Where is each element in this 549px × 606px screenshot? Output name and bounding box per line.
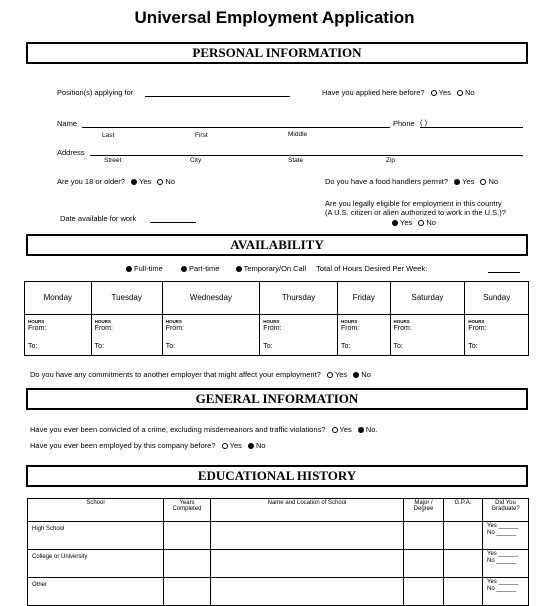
edu-gpa-input[interactable]	[444, 522, 483, 550]
convicted-no-radio[interactable]	[358, 427, 364, 433]
edu-row-other	[28, 578, 529, 606]
edu-row-label: College or University	[28, 550, 164, 578]
from-label: From:	[393, 325, 412, 332]
edu-gpa-input[interactable]	[444, 578, 483, 606]
section-header-education: EDUCATIONAL HISTORY	[26, 465, 528, 487]
education-table	[27, 498, 529, 606]
day-hours-cell[interactable]	[91, 315, 162, 356]
section-header-general: GENERAL INFORMATION	[26, 388, 528, 410]
day-hours-cell[interactable]	[390, 315, 465, 356]
position-label: Position(s) applying for	[57, 88, 134, 97]
address-label: Address	[57, 148, 85, 157]
day-hours-cell[interactable]	[465, 315, 529, 356]
edu-header-name-location: Name and Location of School	[211, 499, 404, 522]
employed-yes-radio[interactable]	[222, 443, 228, 449]
date-available-label: Date available for work	[60, 214, 137, 223]
hours-caption: HOURS	[165, 319, 182, 324]
section-header-personal: PERSONAL INFORMATION	[26, 42, 528, 64]
day-header-wednesday: Wednesday	[162, 282, 260, 315]
last-name-caption: Last	[102, 132, 115, 139]
convicted-question: Have you ever been convicted of a crime, excluding misdemeanors and traffic violations? Yes No.	[30, 425, 378, 434]
edu-name-input[interactable]	[211, 550, 404, 578]
applied-before-question: Have you applied here before? Yes No	[322, 88, 475, 97]
day-header-sunday: Sunday	[465, 282, 529, 315]
commitments-yes-radio[interactable]	[327, 372, 333, 378]
state-caption: State	[288, 157, 304, 164]
employed-before-question: Have you ever been employed by this company before? Yes No	[30, 441, 266, 450]
temporary-radio[interactable]	[236, 266, 242, 272]
day-header-friday: Friday	[337, 282, 390, 315]
edu-years-input[interactable]	[164, 578, 211, 606]
edu-major-input[interactable]	[404, 578, 444, 606]
employed-no-radio[interactable]	[248, 443, 254, 449]
to-label: To:	[94, 343, 105, 350]
to-label: To:	[28, 343, 38, 350]
applied-yes-radio[interactable]	[431, 90, 437, 96]
edu-row-high-school	[28, 522, 529, 550]
name-input[interactable]	[82, 127, 390, 128]
to-label: To:	[340, 343, 351, 350]
edu-header-gpa: G.P.A.	[444, 499, 483, 522]
employment-type-options: Full-time Part-time Temporary/On Call Total of Hours Desired Per Week:	[122, 264, 427, 273]
middle-name-caption: Middle	[288, 131, 308, 138]
phone-input[interactable]	[420, 127, 523, 128]
eligible-options: Yes No	[388, 218, 436, 227]
age-question: Are you 18 or older? Yes No	[57, 177, 175, 186]
commitments-question: Do you have any commitments to another employer that might affect your employment? Yes No	[30, 370, 371, 379]
day-header-monday: Monday	[25, 282, 92, 315]
hours-caption: HOURS	[28, 319, 45, 324]
edu-gpa-input[interactable]	[444, 550, 483, 578]
phone-area-code: ( )	[420, 118, 428, 127]
from-label: From:	[28, 325, 47, 332]
to-label: To:	[165, 343, 176, 350]
address-input[interactable]	[90, 155, 523, 156]
street-caption: Street	[104, 157, 122, 164]
eligible-question-line1: Are you legally eligible for employment in this country	[325, 199, 502, 208]
phone-label: Phone	[393, 119, 415, 128]
full-time-radio[interactable]	[126, 266, 132, 272]
applied-no-radio[interactable]	[457, 90, 463, 96]
food-permit-question: Do you have a food handlers permit? Yes No	[325, 177, 499, 186]
edu-row-college	[28, 550, 529, 578]
edu-row-label: High School	[28, 522, 164, 550]
name-label: Name	[57, 119, 78, 128]
edu-graduate-cell[interactable]: Yes ______ No ______	[483, 550, 529, 578]
day-header-tuesday: Tuesday	[91, 282, 162, 315]
hours-caption: HOURS	[468, 319, 485, 324]
edu-graduate-cell[interactable]: Yes ______ No ______	[483, 522, 529, 550]
to-label: To:	[263, 343, 273, 350]
edu-major-input[interactable]	[404, 550, 444, 578]
day-hours-cell[interactable]	[25, 315, 92, 356]
to-label: To:	[468, 343, 478, 350]
from-label: From:	[468, 325, 487, 332]
form-title: Universal Employment Application	[134, 8, 415, 27]
day-hours-cell[interactable]	[337, 315, 390, 356]
from-label: From:	[340, 325, 360, 332]
edu-name-input[interactable]	[211, 522, 404, 550]
hours-caption: HOURS	[263, 319, 280, 324]
eligible-question-line2: (A U.S. citizen or alien authorized to work in the U.S.)?	[325, 208, 506, 217]
availability-table	[24, 281, 529, 356]
food-no-radio[interactable]	[480, 179, 486, 185]
hours-caption: HOURS	[340, 319, 358, 324]
from-label: From:	[94, 325, 113, 332]
city-caption: City	[190, 157, 202, 164]
edu-graduate-cell[interactable]: Yes ______ No ______	[483, 578, 529, 606]
section-header-availability: AVAILABILITY	[26, 234, 528, 256]
date-available-input[interactable]	[150, 222, 196, 223]
edu-header-major: Major / Degree	[404, 499, 444, 522]
first-name-caption: First	[195, 132, 208, 139]
day-hours-cell[interactable]	[260, 315, 338, 356]
to-label: To:	[393, 343, 403, 350]
age-no-radio[interactable]	[157, 179, 163, 185]
edu-header-graduate: Did You Graduate?	[483, 499, 529, 522]
edu-years-input[interactable]	[164, 522, 211, 550]
day-header-thursday: Thursday	[260, 282, 338, 315]
zip-caption: Zip	[386, 157, 396, 164]
age-yes-radio[interactable]	[131, 179, 137, 185]
hours-caption: HOURS	[94, 319, 111, 324]
day-header-saturday: Saturday	[390, 282, 465, 315]
edu-header-years: Years Completed	[164, 499, 211, 522]
day-hours-cell[interactable]	[162, 315, 260, 356]
total-hours-input[interactable]	[488, 272, 520, 273]
edu-years-input[interactable]	[164, 550, 211, 578]
eligible-yes-radio[interactable]	[392, 220, 398, 226]
commitments-no-radio[interactable]	[353, 372, 359, 378]
part-time-radio[interactable]	[181, 266, 187, 272]
convicted-yes-radio[interactable]	[332, 427, 338, 433]
edu-row-label: Other	[28, 578, 164, 606]
edu-name-input[interactable]	[211, 578, 404, 606]
from-label: From:	[165, 325, 184, 332]
food-yes-radio[interactable]	[454, 179, 460, 185]
from-label: From:	[263, 325, 282, 332]
edu-major-input[interactable]	[404, 522, 444, 550]
position-input[interactable]	[145, 96, 290, 97]
hours-caption: HOURS	[393, 319, 410, 324]
edu-header-school: School	[28, 499, 164, 522]
eligible-no-radio[interactable]	[418, 220, 424, 226]
